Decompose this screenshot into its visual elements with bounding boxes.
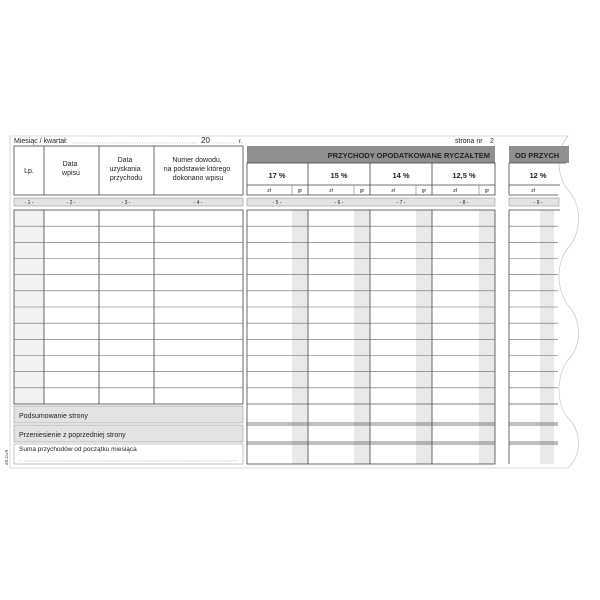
svg-text:- 1 -: - 1 - [24,200,34,206]
rate-header-12: 12 % [529,171,547,180]
document-number-header: Numer dowodu, na podstawie którego dokonano wpisu [163,157,231,182]
period-label: Miesiąc / kwartał: [14,138,68,145]
rate-header-12-5: 12,5 % [452,171,476,180]
revenue-date-header: Data uzyskania przychodu [109,157,143,182]
svg-text:- 8 -: - 8 - [459,200,469,206]
page-total-label: Podsumowanie strony [19,413,88,420]
month-total-label: Suma przychodów od początku miesiąca [19,446,137,453]
svg-text:- 2 -: - 2 - [66,200,76,206]
revenue-group-title: PRZYCHODY OPODATKOWANE RYCZAŁTEM [327,151,490,160]
svg-text:zł: zł [329,188,333,194]
svg-text:- 4 -: - 4 - [193,200,203,206]
svg-text:zł: zł [453,188,457,194]
unit-label-zl: zł [531,188,535,194]
entry-date-header: Data wpisu [62,161,80,177]
carried-over-label: Przeniesienie z poprzedniej strony [19,432,126,439]
svg-text:gr: gr [421,188,427,194]
svg-text:- 9 -: - 9 - [533,200,543,206]
svg-text:- 7 -: - 7 - [396,200,406,206]
rate-header-15: 15 % [330,171,348,180]
form-code: ZR-CUR [4,449,9,465]
svg-text:gr: gr [484,188,490,194]
rate-header-14: 14 % [392,171,410,180]
svg-text:- 5 -: - 5 - [272,200,282,206]
year-prefix: 20 [201,136,210,145]
svg-text:gr: gr [359,188,365,194]
second-group-title: OD PRZYCH [515,151,560,160]
svg-text:- 6 -: - 6 - [334,200,344,206]
column-number-strip [14,198,559,206]
svg-text:zł: zł [267,188,271,194]
svg-text:zł: zł [391,188,395,194]
page-label: strona nr [455,138,483,145]
rate-header-17: 17 % [268,171,286,180]
page-number: 2 [490,138,494,145]
year-suffix: r. [239,139,243,145]
lp-header: Lp. [24,168,34,175]
summary-section [14,406,243,464]
svg-text:- 3 -: - 3 - [121,200,131,206]
svg-text:gr: gr [297,188,303,194]
